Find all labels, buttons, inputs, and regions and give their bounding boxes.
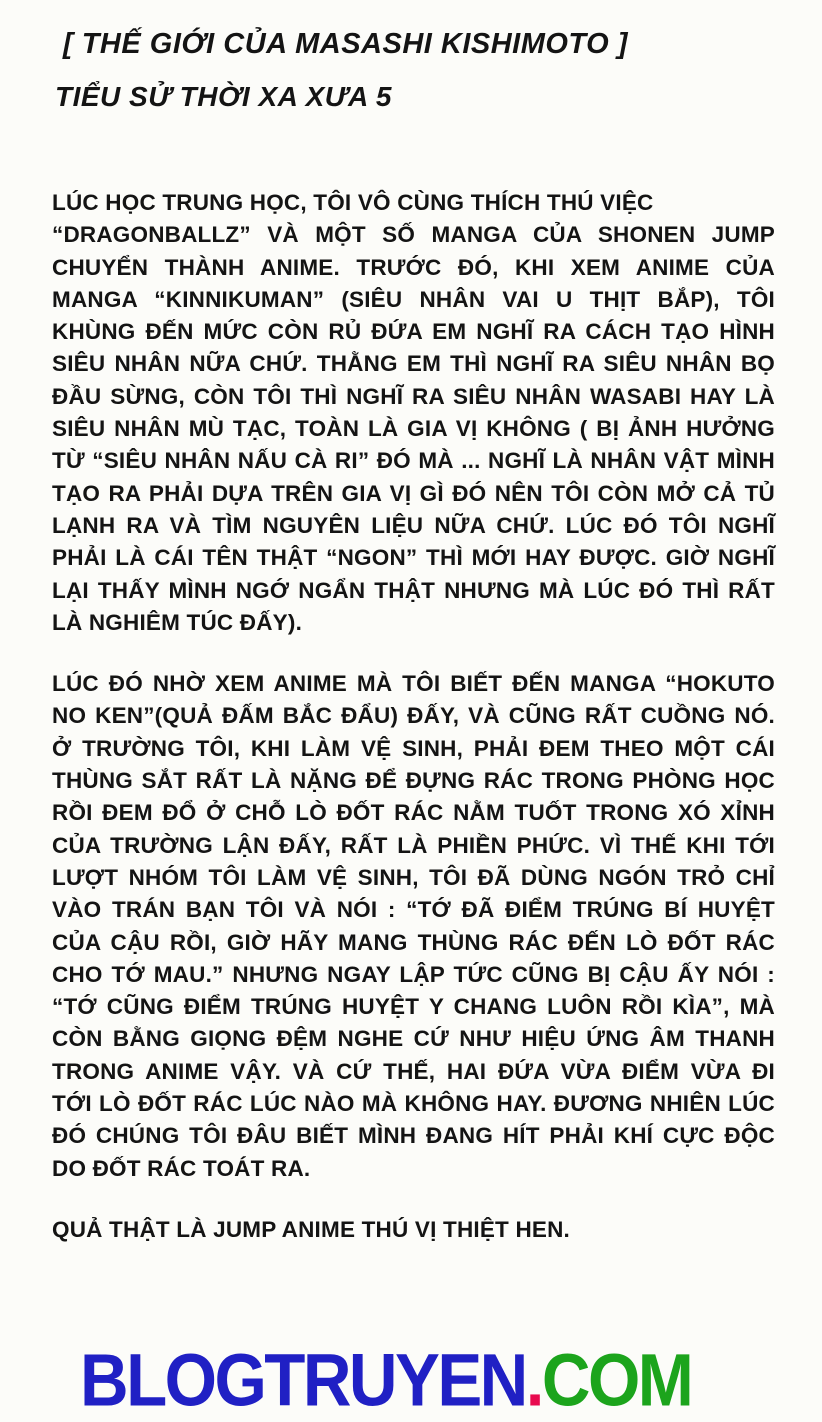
paragraph-1 [52,187,775,639]
text-line: NO KEN”(QUẢ ĐẤM BẮC ĐẨU) ĐẤY, VÀ CŨNG RẤT CUỒNG NÓ. [52,703,775,729]
text-line: CHUYỂN THÀNH ANIME. TRƯỚC ĐÓ, KHI XEM ANIME CỦA [52,254,775,280]
text-line: LƯỢT NHÓM TÔI LÀM VỆ SINH, TÔI ĐÃ DÙNG NGÓN TRỎ CHỈ [52,864,775,890]
text-line: Ở TRƯỜNG TÔI, KHI LÀM VỆ SINH, PHẢI ĐEM THEO MỘT CÁI [52,735,775,761]
text-line: TỪ “SIÊU NHÂN NẤU CÀ RI” ĐÓ MÀ ... NGHĨ LÀ NHÂN VẬT MÌNH [52,448,775,474]
text-line: CÒN BẰNG GIỌNG ĐỆM NGHE CỨ NHƯ HIỆU ỨNG ÂM THANH [52,1026,775,1052]
text-line: “DRAGONBALLZ” VÀ MỘT SỐ MANGA CỦA SHONEN JUMP [52,222,775,248]
text-line: KHÙNG ĐẾN MỨC CÒN RỦ ĐỨA EM NGHĨ RA CÁCH TẠO HÌNH [52,319,775,345]
text-line: MANGA “KINNIKUMAN” (SIÊU NHÂN VAI U THỊT BẮP), TÔI [52,286,775,312]
page-header [0,0,822,114]
text-line: PHẢI LÀ CÁI TÊN THẬT “NGON” THÌ MỚI HAY ĐƯỢC. GIỜ NGHĨ [52,545,775,571]
text-line: SIÊU NHÂN NỮA CHỨ. THẰNG EM THÌ NGHĨ RA SIÊU NHÂN BỌ [52,351,775,377]
text-line: ĐẦU SỪNG, CÒN TÔI THÌ NGHĨ RA SIÊU NHÂN WASABI HAY LÀ [52,383,775,409]
text-line: THÙNG SẮT RẤT LÀ NẶNG ĐỂ ĐỰNG RÁC TRONG PHÒNG HỌC [52,768,775,794]
text-line: LẠNH RA VÀ TÌM NGUYÊN LIỆU NỮA CHỨ. LÚC ĐÓ TÔI NGHĨ [52,512,775,538]
text-line: RỒI ĐEM ĐỔ Ở CHỖ LÒ ĐỐT RÁC NẰM TUỐT TRONG XÓ XỈNH [52,800,775,826]
page-text [52,187,775,1246]
watermark-logo [80,1337,691,1422]
text-line: LẠI THẤY MÌNH NGỚ NGẨN THẬT NHƯNG MÀ LÚC ĐÓ THÌ RẤT [52,577,775,603]
text-line: VÀO TRÁN BẠN TÔI VÀ NÓI : “TỚ ĐÃ ĐIỂM TRÚNG BÍ HUYỆT [52,897,775,923]
text-line: LÚC ĐÓ NHỜ XEM ANIME MÀ TÔI BIẾT ĐẾN MANGA “HOKUTO [52,671,775,697]
text-line: TRONG ANIME VẬY. VÀ CỨ THẾ, HAI ĐỨA VỪA ĐIỂM VỪA ĐI [52,1058,775,1084]
text-line: TỚI LÒ ĐỐT RÁC LÚC NÀO MÀ KHÔNG HAY. ĐƯƠNG NHIÊN LÚC [52,1091,775,1117]
text-line: CỦA CẬU RỒI, GIỜ HÃY MANG THÙNG RÁC ĐẾN LÒ ĐỐT RÁC [52,929,775,955]
text-line: TẠO RA PHẢI DỰA TRÊN GIA VỊ GÌ ĐÓ NÊN TÔI CÒN MỞ CẢ TỦ [52,480,775,506]
watermark-site-name: BLOGTRUYEN [80,1338,526,1421]
text-line: CHO TỚ MAU.” NHƯNG NGAY LẬP TỨC CŨNG BỊ CẬU ẤY NÓI : [52,961,775,987]
text-line: LÚC HỌC TRUNG HỌC, TÔI VÔ CÙNG THÍCH THÚ VIỆC [52,190,654,215]
paragraph-2 [52,668,775,1185]
section-title: TIỂU SỬ THỜI XA XƯA 5 [55,81,392,112]
text-line: LÀ NGHIÊM TÚC ĐẤY). [52,609,303,635]
watermark-tld: COM [541,1338,692,1421]
watermark-dot: . [525,1338,542,1421]
text-line: “TỚ CŨNG ĐIỂM TRÚNG HUYỆT Y CHANG LUÔN RỒI KÌA”, MÀ [52,994,775,1020]
paragraph-3 [52,1214,775,1246]
text-line: QUẢ THẬT LÀ JUMP ANIME THÚ VỊ THIỆT HEN. [52,1216,571,1242]
text-line: ĐÓ CHÚNG TÔI ĐÂU BIẾT MÌNH ĐANG HÍT PHẢI KHÍ CỰC ĐỘC [52,1123,775,1149]
text-line: CỦA TRƯỜNG LẬN ĐẤY, RẤT LÀ PHIỀN PHỨC. VÌ THẾ KHI TỚI [52,832,775,858]
series-title: [ THẾ GIỚI CỦA MASASHI KISHIMOTO ] [63,28,628,60]
text-line: SIÊU NHÂN MÙ TẠC, TOÀN LÀ GIA VỊ KHÔNG ( BỊ ẢNH HƯỞNG [52,416,775,442]
text-line: DO ĐỐT RÁC TOÁT RA. [52,1155,311,1181]
